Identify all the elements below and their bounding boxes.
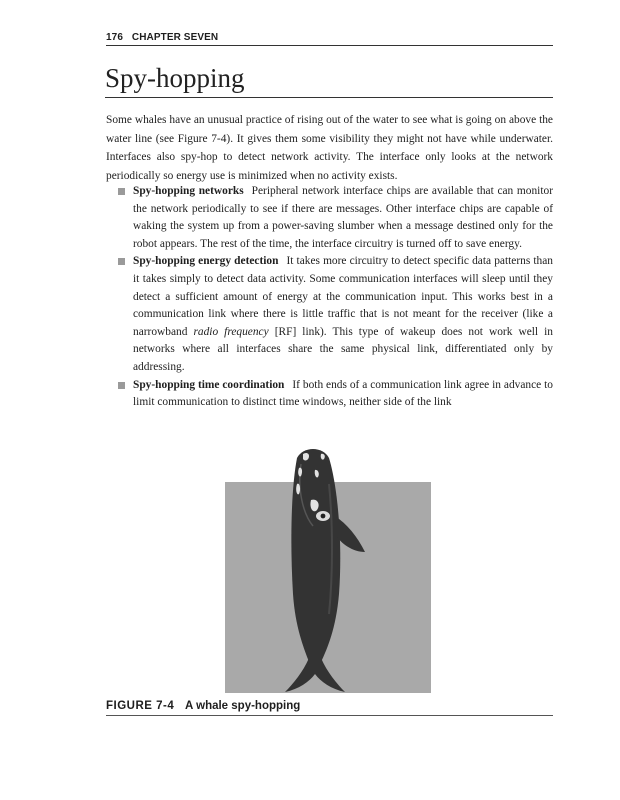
bullet-text: If both ends of a communication link agree in advance to limit communication to distinct time windows, neither side of the link bbox=[133, 378, 553, 409]
figure-caption bbox=[106, 700, 553, 716]
bullet-item bbox=[106, 183, 553, 253]
bullet-term: Spy-hopping time coordination bbox=[133, 378, 285, 391]
intro-paragraph: Some whales have an unusual practice of rising out of the water to see what is going on above the water line (see Figure 7-4). It gives them some visibility they might not have while underwater. Interfaces also spy-hop to detect network activity. The interface only looks at the network periodically so energy use is minimized when no activity exists. bbox=[106, 114, 553, 182]
bullet-text-emphasis: radio frequency bbox=[193, 325, 269, 338]
bullet-item bbox=[106, 377, 553, 412]
bullet-item bbox=[106, 253, 553, 376]
bullet-square-icon bbox=[118, 188, 125, 195]
whale-illustration bbox=[225, 444, 431, 693]
bullet-square-icon bbox=[118, 382, 125, 389]
bullet-square-icon bbox=[118, 258, 125, 265]
bullet-text: It takes more circuitry to detect specific data patterns than it takes simply to detect data activity. Some communication interfaces will sleep until they detect a sufficient amount of energy at the communication input. This works best in a communication link where there is little traffic that is not meant for the receiver (like a narrowband bbox=[133, 255, 553, 338]
whale-figure bbox=[225, 444, 431, 693]
bullet-text: Peripheral network interface chips are available that can monitor the network periodically to see if there are messages. Other interface chips are capable of waking the system up from a power-saving slumber when a message destined only for the robot appears. The rest of the time, the interface circuitry is turned off to save energy. bbox=[133, 185, 553, 250]
chapter-title: CHAPTER SEVEN bbox=[131, 32, 219, 43]
section-title: Spy-hopping bbox=[105, 62, 553, 98]
bullet-term: Spy-hopping networks bbox=[133, 185, 244, 197]
bullet-text: [RF] link). This type of wakeup does not work well in networks where all interfaces share the same physical link, differentiated only by addressing. bbox=[133, 325, 553, 373]
page-number: 176 bbox=[106, 32, 123, 43]
figure-number: FIGURE 7-4 bbox=[106, 700, 175, 712]
running-head bbox=[106, 32, 553, 46]
bullet-list bbox=[106, 183, 553, 412]
figure-caption-text: A whale spy-hopping bbox=[185, 700, 301, 712]
bullet-term: Spy-hopping energy detection bbox=[133, 255, 279, 268]
